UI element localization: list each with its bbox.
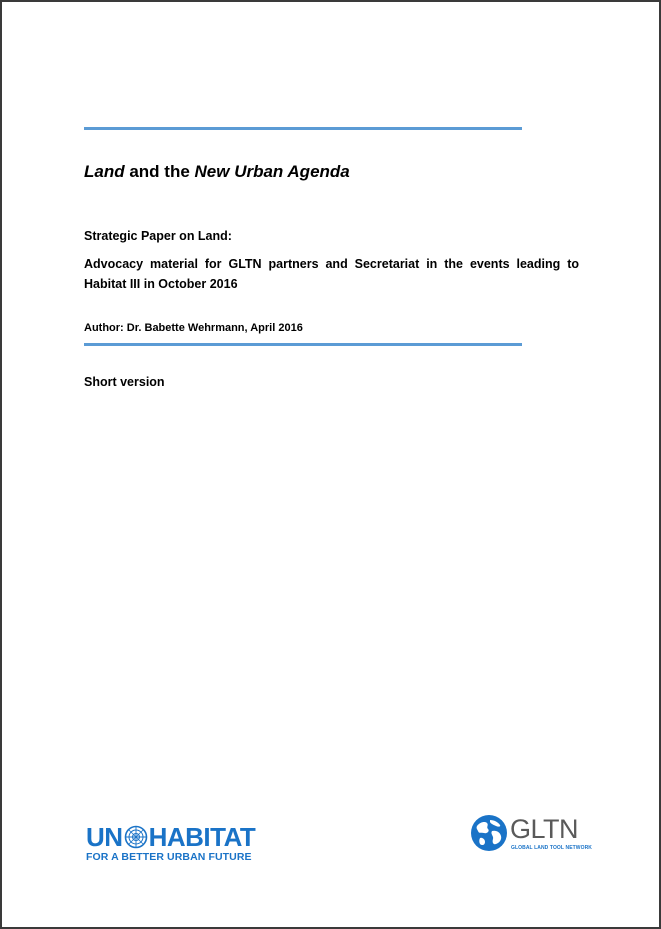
- document-author: Author: Dr. Babette Wehrmann, April 2016: [84, 322, 303, 334]
- unhabitat-wordmark: [86, 824, 255, 850]
- title-connector: and the: [124, 162, 195, 181]
- unhabitat-logo: [86, 824, 268, 864]
- bottom-divider: [84, 343, 522, 346]
- globe-icon: [470, 814, 508, 852]
- title-new-urban-agenda: New Urban Agenda: [194, 162, 350, 181]
- gltn-wordmark: GLTN: [510, 814, 579, 844]
- document-description: Advocacy material for GLTN partners and Secretariat in the events leading to Habitat III in October 2016: [84, 257, 579, 291]
- gltn-subtitle: GLOBAL LAND TOOL NETWORK: [511, 845, 593, 851]
- top-divider: [84, 127, 522, 130]
- gltn-logo: [470, 814, 593, 856]
- document-title: [84, 162, 350, 182]
- document-subtitle: Strategic Paper on Land:: [84, 229, 232, 243]
- unhabitat-word-un: UN: [86, 822, 123, 852]
- un-emblem-icon: [124, 825, 148, 849]
- document-version: Short version: [84, 375, 165, 389]
- title-word-land: Land: [84, 162, 125, 181]
- unhabitat-word-habitat: HABITAT: [148, 822, 256, 852]
- unhabitat-tagline: FOR A BETTER URBAN FUTURE: [86, 851, 252, 863]
